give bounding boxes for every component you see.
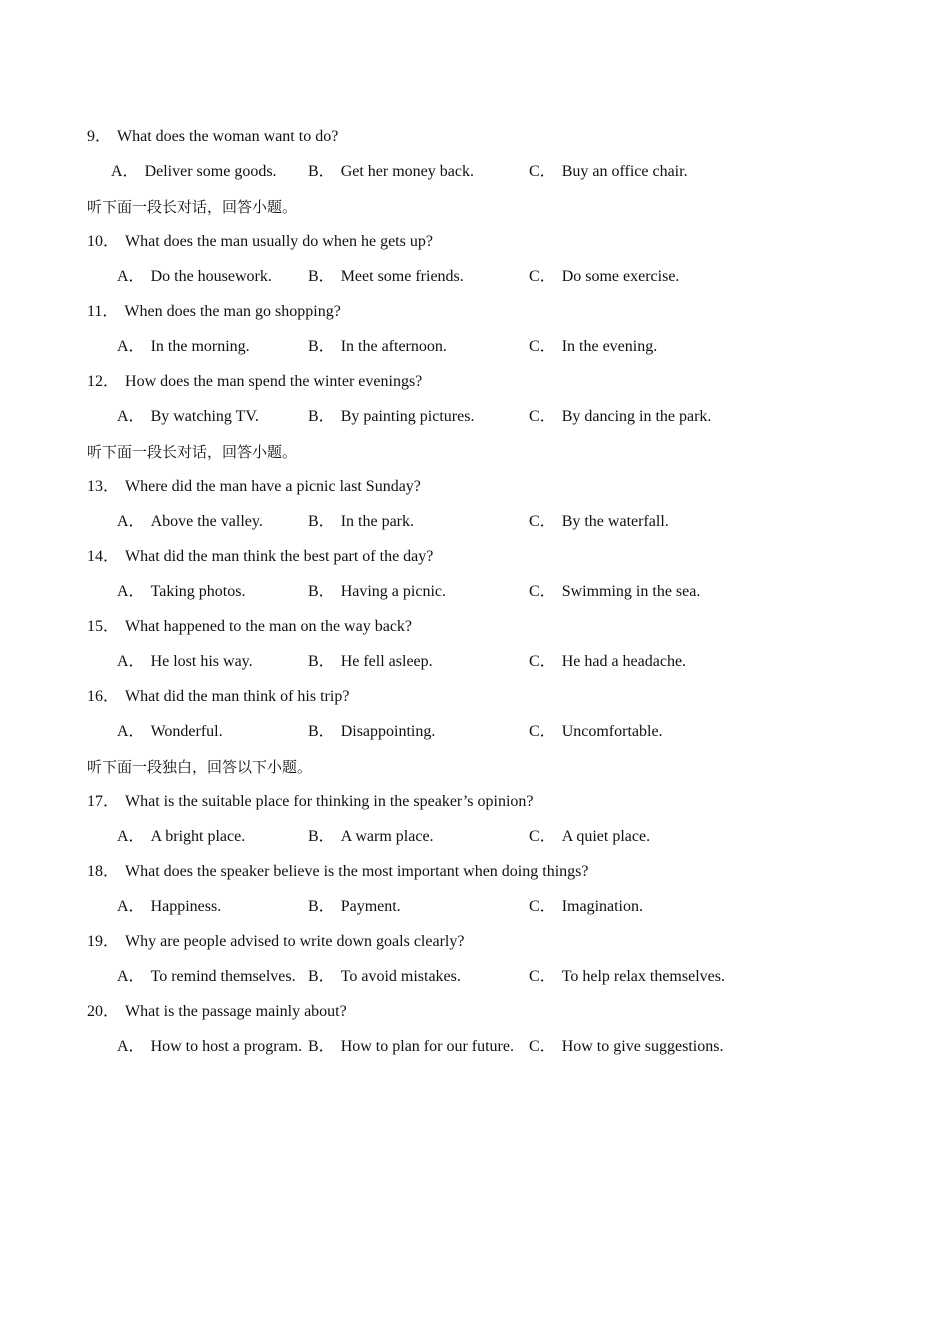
question-text: What does the man usually do when he gets up? (125, 233, 433, 250)
option-letter: A． (117, 338, 145, 355)
option-b (308, 652, 433, 672)
option-text: Having a picnic. (340, 583, 446, 600)
question-stem (87, 302, 341, 322)
option-text: A warm place. (340, 828, 434, 845)
option-b (308, 162, 474, 182)
option-c (529, 1037, 723, 1057)
question-number: 9． (87, 128, 112, 145)
option-a (117, 897, 221, 917)
answer-options (0, 827, 950, 847)
option-letter: C． (529, 513, 556, 530)
option-a (117, 407, 259, 427)
question-stem (87, 127, 338, 147)
section-instruction: 听下面一段长对话，回答小题。 (87, 198, 298, 216)
option-text: Get her money back. (340, 163, 474, 180)
option-text: Happiness. (150, 898, 222, 915)
option-b (308, 827, 434, 847)
option-a (117, 827, 245, 847)
option-letter: B． (308, 898, 335, 915)
question-text: What is the suitable place for thinking in the speaker’s opinion? (125, 793, 534, 810)
option-text: How to give suggestions. (561, 1038, 724, 1055)
option-a (117, 652, 253, 672)
question-stem (87, 862, 588, 882)
option-letter: B． (308, 268, 335, 285)
question-text: What did the man think of his trip? (125, 688, 350, 705)
question-stem (87, 617, 412, 637)
question-stem (87, 232, 433, 252)
question-number: 13． (87, 478, 120, 495)
option-a (117, 582, 245, 602)
option-text: By watching TV. (150, 408, 259, 425)
option-letter: C． (529, 408, 556, 425)
option-text: To help relax themselves. (561, 968, 725, 985)
option-text: A quiet place. (561, 828, 651, 845)
question-text: How does the man spend the winter evenings? (125, 373, 423, 390)
answer-options (0, 162, 950, 182)
question-text: What is the passage mainly about? (125, 1003, 347, 1020)
option-text: By painting pictures. (340, 408, 475, 425)
option-letter: C． (529, 1038, 556, 1055)
option-a (117, 1037, 302, 1057)
option-c (529, 722, 663, 742)
option-letter: A． (117, 828, 145, 845)
option-letter: B． (308, 828, 335, 845)
answer-options (0, 267, 950, 287)
option-text: Wonderful. (150, 723, 223, 740)
option-c (529, 162, 688, 182)
option-a (117, 967, 296, 987)
option-text: By dancing in the park. (561, 408, 712, 425)
section-instruction: 听下面一段独白，回答以下小题。 (87, 758, 313, 776)
option-b (308, 512, 414, 532)
option-letter: B． (308, 723, 335, 740)
option-letter: C． (529, 828, 556, 845)
question-stem (87, 687, 349, 707)
option-b (308, 407, 474, 427)
option-text: In the morning. (150, 338, 250, 355)
option-c (529, 967, 725, 987)
answer-options (0, 512, 950, 532)
option-letter: A． (117, 583, 145, 600)
option-text: A bright place. (150, 828, 246, 845)
question-text: What happened to the man on the way back? (125, 618, 413, 635)
option-b (308, 582, 446, 602)
question-number: 15． (87, 618, 120, 635)
option-c (529, 652, 686, 672)
question-text: Where did the man have a picnic last Sunday? (125, 478, 421, 495)
option-a (117, 267, 272, 287)
question-stem (87, 477, 421, 497)
answer-options (0, 337, 950, 357)
answer-options (0, 722, 950, 742)
option-text: Meet some friends. (340, 268, 464, 285)
option-text: He had a headache. (561, 653, 687, 670)
option-text: Do the housework. (150, 268, 272, 285)
option-text: Imagination. (561, 898, 643, 915)
question-stem (87, 792, 534, 812)
question-number: 16． (87, 688, 120, 705)
option-text: Swimming in the sea. (561, 583, 701, 600)
option-letter: C． (529, 583, 556, 600)
option-letter: B． (308, 583, 335, 600)
question-number: 19． (87, 933, 120, 950)
option-letter: C． (529, 163, 556, 180)
option-letter: C． (529, 653, 556, 670)
answer-options (0, 407, 950, 427)
option-text: Disappointing. (340, 723, 436, 740)
option-text: How to host a program. (150, 1038, 303, 1055)
option-a (117, 722, 223, 742)
option-text: He lost his way. (150, 653, 253, 670)
option-letter: A． (117, 513, 145, 530)
option-text: In the park. (340, 513, 414, 530)
question-text: What does the woman want to do? (117, 128, 339, 145)
option-text: Buy an office chair. (561, 163, 688, 180)
option-letter: B． (308, 338, 335, 355)
option-letter: A． (117, 653, 145, 670)
option-letter: C． (529, 338, 556, 355)
option-b (308, 967, 461, 987)
answer-options (0, 652, 950, 672)
option-b (308, 337, 447, 357)
answer-options (0, 967, 950, 987)
question-number: 18． (87, 863, 120, 880)
option-text: To avoid mistakes. (340, 968, 461, 985)
answer-options (0, 582, 950, 602)
option-letter: A． (117, 1038, 145, 1055)
answer-options (0, 897, 950, 917)
option-letter: A． (117, 898, 145, 915)
option-c (529, 267, 679, 287)
option-c (529, 827, 650, 847)
question-text: When does the man go shopping? (124, 303, 341, 320)
option-letter: C． (529, 898, 556, 915)
option-letter: A． (117, 268, 145, 285)
option-letter: A． (111, 163, 139, 180)
option-a (111, 162, 277, 182)
option-c (529, 897, 643, 917)
option-letter: B． (308, 653, 335, 670)
question-number: 11． (87, 303, 119, 320)
option-text: To remind themselves. (150, 968, 296, 985)
option-text: In the afternoon. (340, 338, 447, 355)
option-text: Uncomfortable. (561, 723, 663, 740)
question-number: 12． (87, 373, 120, 390)
option-b (308, 722, 435, 742)
option-b (308, 1037, 514, 1057)
question-stem (87, 932, 464, 952)
section-instruction: 听下面一段长对话，回答小题。 (87, 443, 298, 461)
option-text: Taking photos. (150, 583, 246, 600)
question-text: What does the speaker believe is the most important when doing things? (125, 863, 589, 880)
option-letter: B． (308, 1038, 335, 1055)
option-text: Payment. (340, 898, 401, 915)
question-text: What did the man think the best part of the day? (125, 548, 434, 565)
option-text: In the evening. (561, 338, 658, 355)
option-text: Do some exercise. (561, 268, 680, 285)
option-c (529, 512, 669, 532)
option-letter: C． (529, 268, 556, 285)
question-number: 10． (87, 233, 120, 250)
option-c (529, 407, 711, 427)
question-number: 20． (87, 1003, 120, 1020)
question-number: 17． (87, 793, 120, 810)
option-text: Deliver some goods. (144, 163, 277, 180)
option-letter: B． (308, 513, 335, 530)
question-stem (87, 547, 433, 567)
option-c (529, 337, 657, 357)
option-a (117, 512, 263, 532)
question-text: Why are people advised to write down goals clearly? (125, 933, 465, 950)
option-b (308, 267, 464, 287)
option-letter: B． (308, 968, 335, 985)
option-b (308, 897, 401, 917)
option-letter: A． (117, 408, 145, 425)
option-a (117, 337, 250, 357)
option-letter: B． (308, 163, 335, 180)
question-stem (87, 1002, 347, 1022)
option-letter: A． (117, 723, 145, 740)
option-text: Above the valley. (150, 513, 263, 530)
option-letter: C． (529, 723, 556, 740)
question-stem (87, 372, 422, 392)
option-letter: A． (117, 968, 145, 985)
option-letter: C． (529, 968, 556, 985)
option-letter: B． (308, 408, 335, 425)
option-text: He fell asleep. (340, 653, 433, 670)
answer-options (0, 1037, 950, 1057)
option-text: By the waterfall. (561, 513, 669, 530)
option-c (529, 582, 700, 602)
option-text: How to plan for our future. (340, 1038, 514, 1055)
question-number: 14． (87, 548, 120, 565)
